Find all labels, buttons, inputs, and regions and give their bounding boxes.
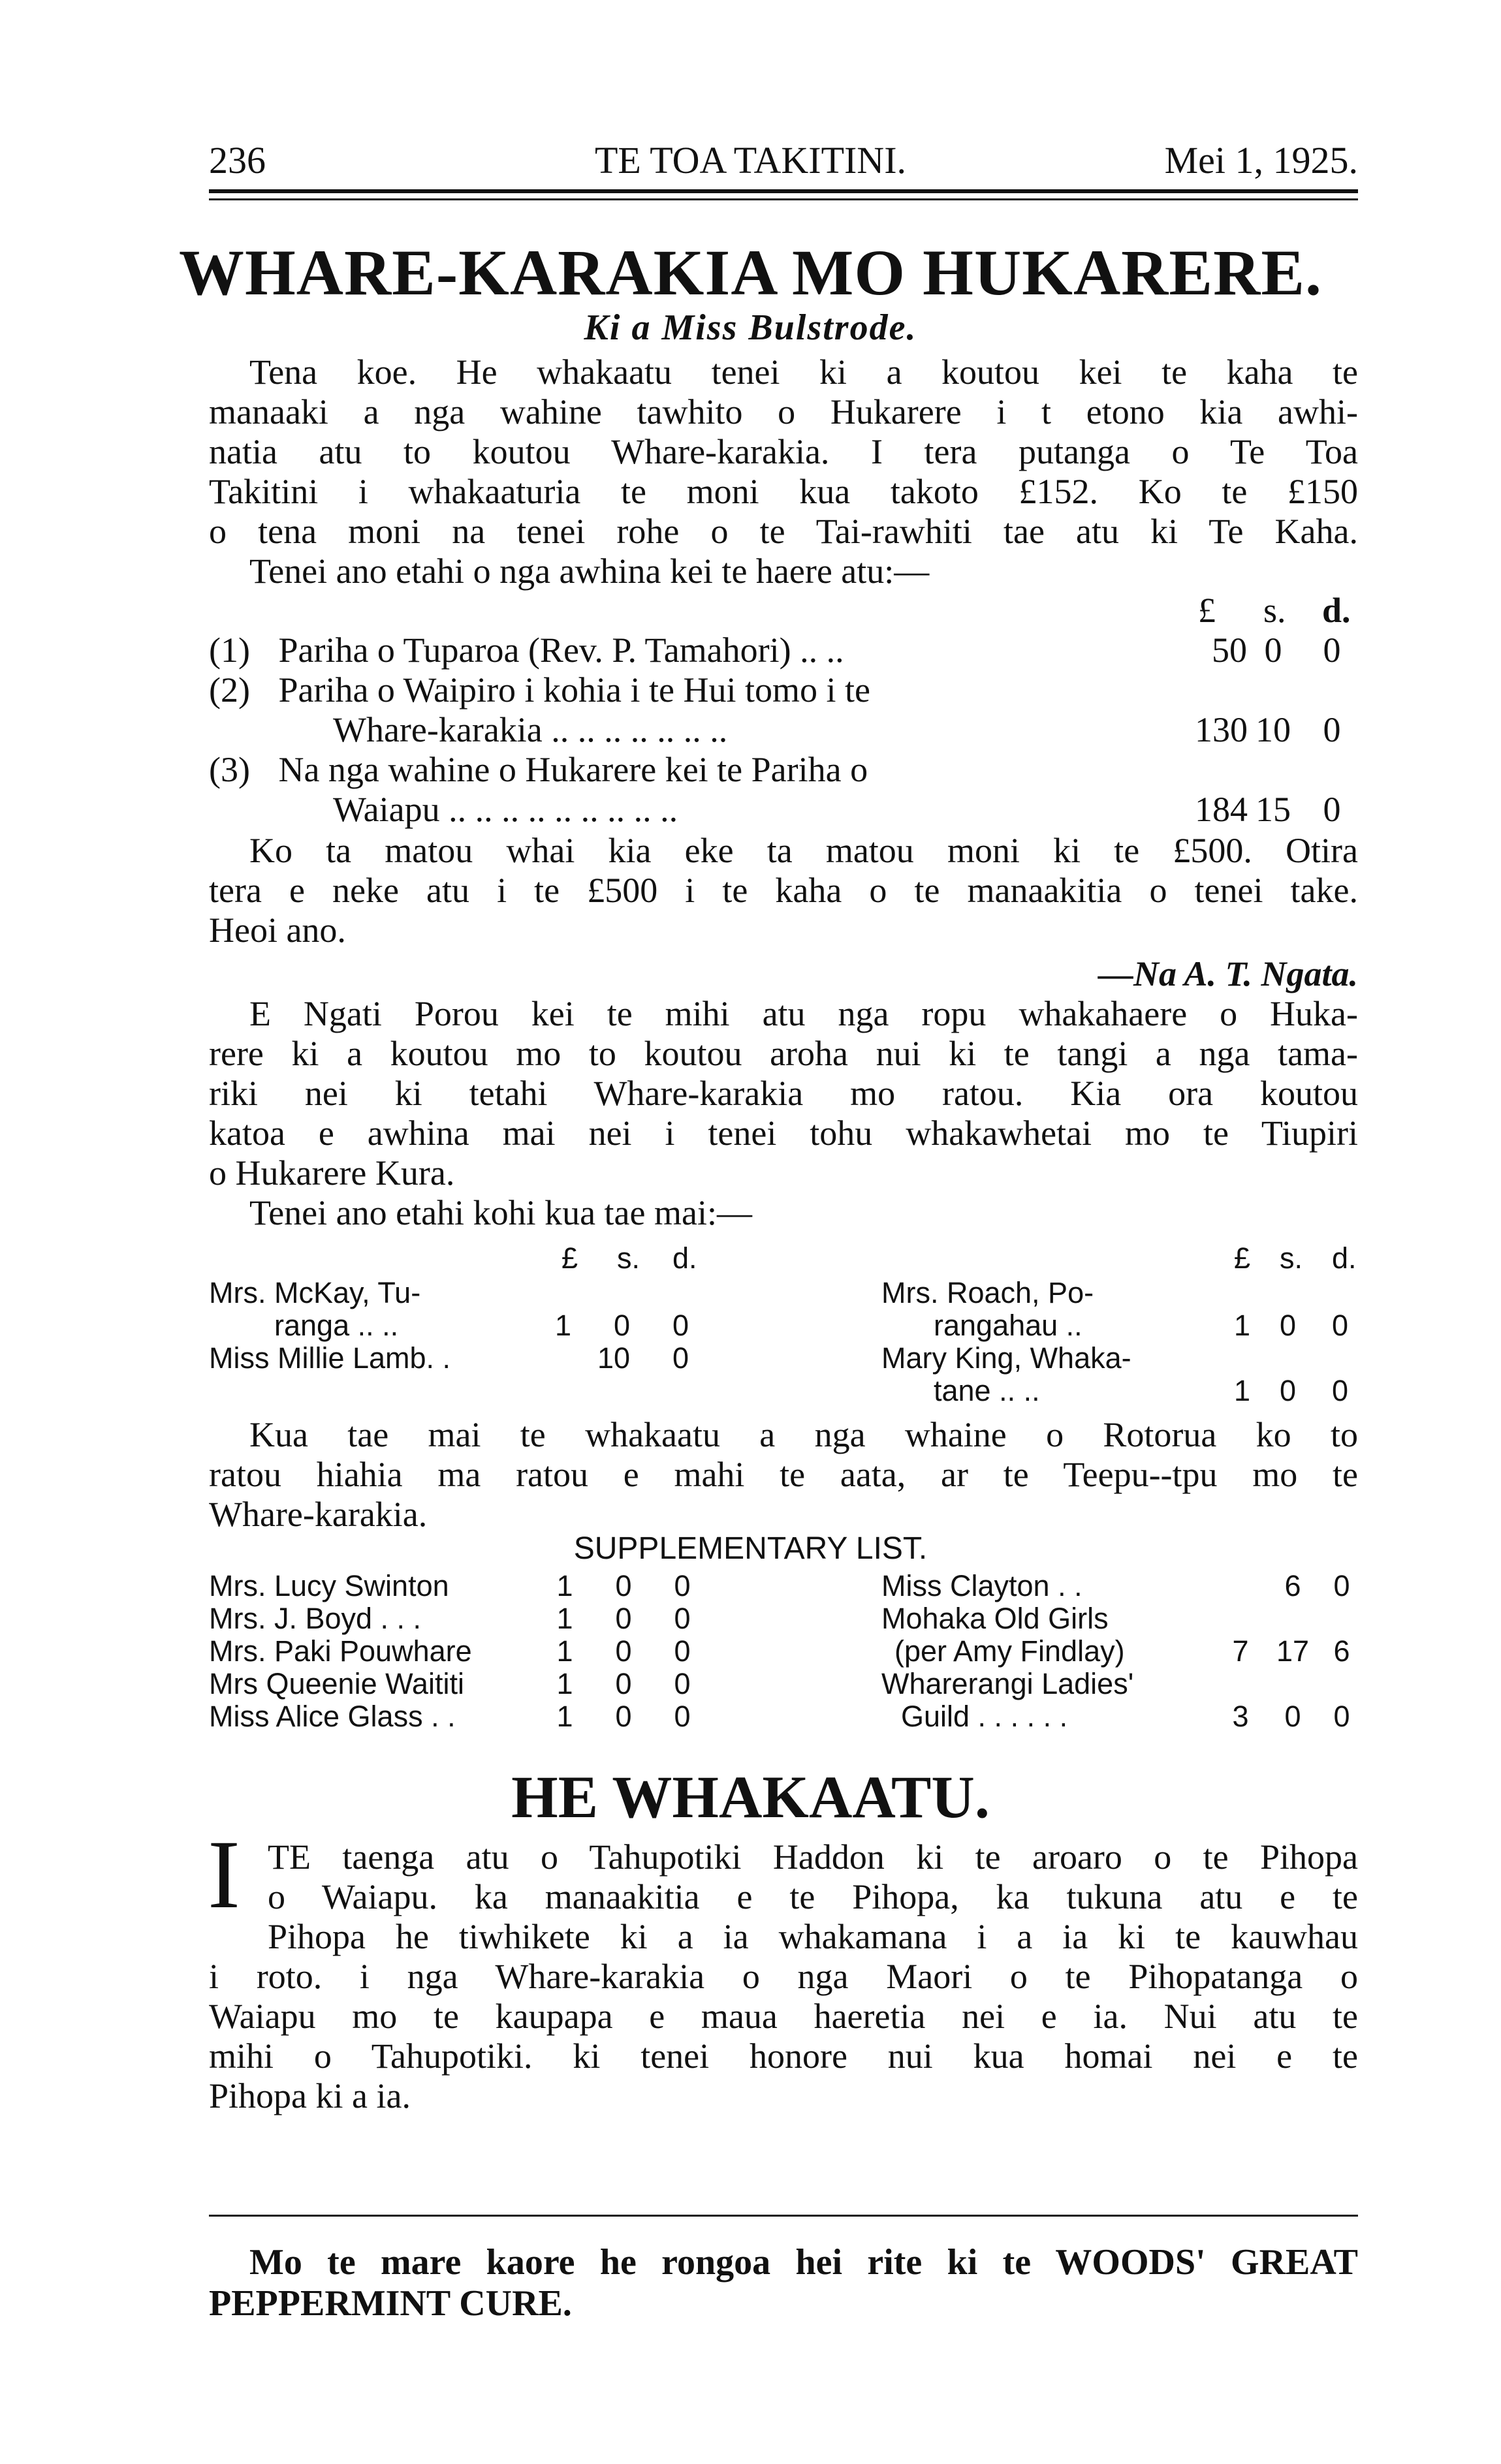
donor-name: Mrs. Lucy Swinton xyxy=(209,1569,449,1602)
amount-shillings: 0 xyxy=(1280,1309,1297,1342)
supplementary-right-pounds xyxy=(1227,1570,1254,1733)
amount-pounds: 130 xyxy=(1195,710,1248,749)
amount-shillings xyxy=(1273,1668,1312,1700)
donor-name: Guild . . . . . . xyxy=(901,1700,1068,1733)
amount-pounds: 1 xyxy=(1234,1374,1251,1407)
col-header-pence: d. xyxy=(1332,1241,1357,1275)
donor-name: tane .. .. xyxy=(934,1374,1040,1407)
donor-name: Miss Millie Lamb. . xyxy=(209,1341,451,1375)
amount-pence: 6 xyxy=(1333,1634,1350,1668)
journal-title: TE TOA TAKITINI. xyxy=(594,139,907,181)
item-text: Na nga wahine o Hukarere kei te Pariha o xyxy=(278,750,868,789)
amount-pence: 0 xyxy=(1323,790,1341,829)
donor-name: Mary King, Whaka- xyxy=(881,1341,1131,1375)
text-line: natia atu to koutou Whare-karakia. I tera putanga o Te Toa xyxy=(209,432,1358,471)
issue-date: Mei 1, 1925. xyxy=(1164,139,1358,181)
amount-pence: 0 xyxy=(1323,710,1341,749)
amount-pounds xyxy=(1227,1668,1254,1700)
amount-pounds: 1 xyxy=(1234,1309,1251,1342)
amount-pounds: 1 xyxy=(555,1309,572,1342)
text-line: Heoi ano. xyxy=(209,911,346,950)
col-header-pounds: £ xyxy=(1234,1241,1251,1275)
amount-pence: 0 xyxy=(1333,1700,1350,1733)
item-number: (1) xyxy=(209,631,250,670)
money-header-shillings: s. xyxy=(1263,591,1286,630)
amount-pounds: 50 xyxy=(1212,631,1247,670)
amount-pounds: 7 xyxy=(1232,1634,1249,1668)
text-line: Ko ta matou whai kia eke ta matou moni ki te £500. Otira xyxy=(249,831,1358,870)
item-text: Pariha o Waipiro i kohia i te Hui tomo i te xyxy=(278,670,870,710)
amount-pounds: 184 xyxy=(1195,790,1248,829)
donor-name: Mrs. Roach, Po- xyxy=(881,1276,1094,1309)
amount-pence: 0 xyxy=(1332,1374,1349,1407)
amount-pence: 0 xyxy=(672,1309,689,1342)
supplementary-right-pence xyxy=(1329,1570,1355,1733)
donor-name: Miss Clayton . . xyxy=(881,1569,1082,1602)
text-line: Kua tae mai te whakaatu a nga whaine o Rotorua ko to xyxy=(249,1415,1358,1454)
article-title: WHARE-KARAKIA MO HUKARERE. xyxy=(178,236,1323,309)
amount-shillings: 17 xyxy=(1276,1634,1310,1668)
text-line: Tenei ano etahi kohi kua tae mai:— xyxy=(249,1193,752,1232)
amount-shillings: 0 xyxy=(615,1634,632,1668)
donor-name: Mrs. McKay, Tu- xyxy=(209,1276,421,1309)
amount-pounds: 1 xyxy=(556,1667,573,1700)
text-line: ratou hiahia ma ratou e mahi te aata, ar te Teepu--tpu mo te xyxy=(209,1455,1358,1494)
footer-rule xyxy=(209,2215,1358,2217)
amount-shillings: 10 xyxy=(597,1341,631,1375)
article-paragraph xyxy=(209,994,1358,1233)
supplementary-right-shillings xyxy=(1273,1570,1312,1733)
amount-pounds: 1 xyxy=(556,1602,573,1635)
drop-cap: I xyxy=(208,1820,240,1929)
amount-pounds: 1 xyxy=(556,1700,573,1733)
text-line: o tena moni na tenei rohe o te Tai-rawhiti tae atu ki Te Kaha. xyxy=(209,512,1358,551)
text-line: Tena koe. He whakaatu tenei ki a koutou kei te kaha te xyxy=(249,352,1358,392)
amount-pence: 0 xyxy=(674,1634,691,1668)
amount-pence: 0 xyxy=(674,1667,691,1700)
article-paragraph xyxy=(268,1837,1358,1957)
text-line: Tenei ano etahi o nga awhina kei te haere atu:— xyxy=(249,552,930,591)
list-item xyxy=(209,670,870,710)
amount-shillings: 0 xyxy=(615,1602,632,1635)
amount-pounds: 1 xyxy=(556,1634,573,1668)
supplementary-right-names xyxy=(881,1570,1133,1733)
donor-name: Wharerangi Ladies' xyxy=(881,1667,1134,1700)
amount-pounds: 3 xyxy=(1232,1700,1249,1733)
text-line: Pihopa ki a ia. xyxy=(209,2076,411,2115)
amount-shillings: 6 xyxy=(1284,1569,1301,1602)
amount-pence: 0 xyxy=(674,1569,691,1602)
donor-name: Mrs Queenie Waititi xyxy=(209,1667,464,1700)
text-line: katoa e awhina mai nei i tenei tohu whakawhetai mo te Tiupiri xyxy=(209,1114,1358,1153)
supplementary-left-pounds xyxy=(552,1570,578,1733)
amount-shillings: 15 xyxy=(1256,790,1291,829)
donor-name: ranga .. .. xyxy=(274,1309,399,1342)
article-paragraph xyxy=(209,1415,1358,1535)
donor-name: Mrs. J. Boyd . . . xyxy=(209,1602,422,1635)
amount-shillings: 0 xyxy=(1284,1700,1301,1733)
donor-name: Mohaka Old Girls xyxy=(881,1602,1109,1635)
amount-pence: 0 xyxy=(672,1341,689,1375)
text-line: Mo te mare kaore he rongoa hei rite ki te WOODS' GREAT xyxy=(249,2242,1358,2283)
amount-pence: 0 xyxy=(674,1700,691,1733)
amount-pence: 0 xyxy=(1323,631,1341,670)
item-text: Whare-karakia .. .. .. .. .. .. .. xyxy=(333,710,728,749)
list-item xyxy=(209,750,868,790)
text-line: riki nei ki tetahi Whare-karakia mo ratou. Kia ora koutou xyxy=(209,1074,1358,1113)
item-number: (2) xyxy=(209,670,250,710)
footer-advertisement xyxy=(209,2242,1358,2324)
amount-pence xyxy=(1329,1668,1355,1700)
amount-shillings: 10 xyxy=(1256,710,1291,749)
supplementary-left-shillings xyxy=(610,1570,637,1733)
amount-shillings: 0 xyxy=(615,1667,632,1700)
text-line: Whare-karakia. xyxy=(209,1495,428,1534)
amount-pence: 0 xyxy=(674,1602,691,1635)
item-number: (3) xyxy=(209,750,250,789)
amount-pounds xyxy=(1227,1602,1254,1635)
list-item xyxy=(209,631,844,670)
money-header-pounds: £ xyxy=(1198,591,1216,630)
amount-pence: 0 xyxy=(1332,1309,1349,1342)
amount-shillings: 0 xyxy=(615,1700,632,1733)
col-header-pounds: £ xyxy=(561,1241,578,1275)
text-line: Pihopa he tiwhikete ki a ia whakamana i a ia ki te kauwhau xyxy=(268,1917,1358,1956)
header-rule-thin xyxy=(209,198,1358,200)
text-line: rere ki a koutou mo to koutou aroha nui ki te tangi a nga tama- xyxy=(209,1034,1358,1073)
article-title: HE WHAKAATU. xyxy=(511,1764,990,1830)
article-paragraph xyxy=(209,831,1358,950)
article-paragraph xyxy=(209,1957,1358,2116)
amount-pounds: 1 xyxy=(556,1569,573,1602)
money-header-pence: d. xyxy=(1322,591,1351,630)
text-line: o Waiapu. ka manaakitia e te Pihopa, ka tukuna atu e te xyxy=(268,1877,1358,1916)
donor-name: (per Amy Findlay) xyxy=(894,1634,1125,1668)
amount-shillings xyxy=(1273,1602,1312,1635)
item-text: Pariha o Tuparoa (Rev. P. Tamahori) .. .. xyxy=(278,631,844,670)
article-paragraph xyxy=(209,352,1358,591)
amount-shillings: 0 xyxy=(1280,1374,1297,1407)
donor-name: Mrs. Paki Pouwhare xyxy=(209,1634,472,1668)
text-line: PEPPERMINT CURE. xyxy=(209,2283,572,2324)
text-line: o Hukarere Kura. xyxy=(209,1153,455,1193)
text-line: TE taenga atu o Tahupotiki Haddon ki te aroaro o te Pihopa xyxy=(268,1837,1358,1877)
supplementary-left-names xyxy=(209,1570,472,1733)
col-header-shillings: s. xyxy=(617,1241,640,1275)
amount-pounds xyxy=(1227,1570,1254,1602)
supplementary-title: SUPPLEMENTARY LIST. xyxy=(573,1531,928,1566)
text-line: Waiapu mo te kaupapa e maua haeretia nei e ia. Nui atu te xyxy=(209,1997,1358,2036)
header-rule xyxy=(209,189,1358,193)
text-line: tera e neke atu i te £500 i te kaha o te manaakitia o tenei take. xyxy=(209,871,1358,910)
item-text: Waiapu .. .. .. .. .. .. .. .. .. xyxy=(333,790,678,829)
amount-shillings: 0 xyxy=(1264,631,1282,670)
text-line: Takitini i whakaaturia te moni kua takoto £152. Ko te £150 xyxy=(209,472,1358,511)
text-line: E Ngati Porou kei te mihi atu nga ropu whakahaere o Huka- xyxy=(249,994,1358,1033)
text-line: manaaki a nga wahine tawhito o Hukarere i t etono kia awhi- xyxy=(209,392,1358,431)
signature: —Na A. T. Ngata. xyxy=(1098,954,1358,993)
text-line: mihi o Tahupotiki. ki tenei honore nui kua homai nei e te xyxy=(209,2036,1358,2076)
text-line: i roto. i nga Whare-karakia o nga Maori o te Pihopatanga o xyxy=(209,1957,1358,1996)
col-header-pence: d. xyxy=(672,1241,697,1275)
amount-pence: 0 xyxy=(1333,1569,1350,1602)
amount-shillings: 0 xyxy=(614,1309,631,1342)
donor-name: Miss Alice Glass . . xyxy=(209,1700,456,1733)
col-header-shillings: s. xyxy=(1280,1241,1303,1275)
article-byline: Ki a Miss Bulstrode. xyxy=(584,307,917,348)
amount-pence xyxy=(1329,1602,1355,1635)
supplementary-left-pence xyxy=(669,1570,695,1733)
amount-shillings: 0 xyxy=(615,1569,632,1602)
donor-name: rangahau .. xyxy=(934,1309,1082,1342)
page-number: 236 xyxy=(209,139,266,181)
